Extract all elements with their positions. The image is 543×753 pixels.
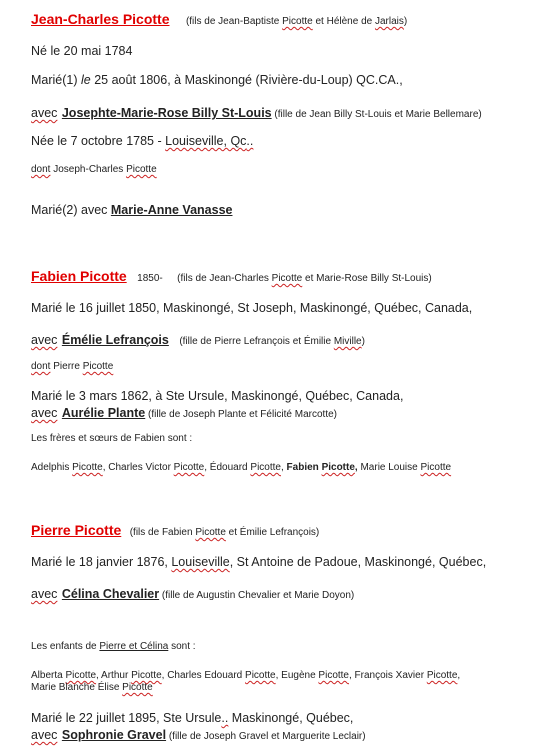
- marriage-line-2: Marié(2) avec Marie-Anne Vanasse: [31, 203, 233, 217]
- siblings-heading: Les frères et sœurs de Fabien sont :: [31, 433, 193, 444]
- spouse-line-1: avec Célina Chevalier (fille de Augustin Chevalier et Marie Doyon): [31, 587, 355, 601]
- spouse-name: Josephte-Marie-Rose Billy St-Louis: [61, 106, 272, 120]
- child-line: dont Pierre Picotte: [31, 361, 114, 372]
- person-header-fabien: [31, 268, 432, 286]
- child-line: dont Joseph-Charles Picotte: [31, 164, 157, 175]
- parents-text: (fils de Jean-Charles Picotte et Marie-Rose Billy St-Louis): [177, 273, 432, 284]
- spouse-line-2: avec Sophronie Gravel (fille de Joseph Gravel et Marguerite Leclair): [31, 728, 366, 742]
- spouse-name: Émélie Lefrançois: [61, 333, 169, 347]
- marriage-line-2: Marié le 22 juillet 1895, Ste Ursule.. Maskinongé, Québec,: [31, 711, 354, 725]
- spouse-line-1: avec Émélie Lefrançois (fille de Pierre Lefrançois et Émilie Miville): [31, 333, 365, 347]
- spouse-name: Sophronie Gravel: [61, 728, 167, 742]
- spouse-line-1: avec Josephte-Marie-Rose Billy St-Louis (fille de Jean Billy St-Louis et Marie Bellemare): [31, 106, 482, 120]
- marriage-line-1: Marié le 18 janvier 1876, Louiseville, St Antoine de Padoue, Maskinongé, Québec,: [31, 555, 487, 569]
- person-name: Fabien Picotte: [31, 268, 127, 284]
- siblings-list: Adelphis Picotte, Charles Victor Picotte, Édouard Picotte, Fabien Picotte, Marie Louise Picotte: [31, 462, 452, 473]
- spouse-name: Célina Chevalier: [61, 587, 160, 601]
- birth-line: Né le 20 mai 1784: [31, 44, 133, 58]
- marriage-line-2: Marié le 3 mars 1862, à Ste Ursule, Maskinongé, Québec, Canada,: [31, 389, 404, 403]
- spouse-name: Aurélie Plante: [61, 406, 146, 420]
- spouse-line-2: avec Aurélie Plante (fille de Joseph Plante et Félicité Marcotte): [31, 406, 337, 420]
- children-list-line-2: Marie Blanche Élise Picotte: [31, 682, 153, 693]
- marriage-line-1: Marié(1) le 25 août 1806, à Maskinongé (Rivière-du-Loup) QC.CA.,: [31, 73, 403, 87]
- years-text: 1850-: [137, 273, 163, 284]
- children-heading: Les enfants de Pierre et Célina sont :: [31, 641, 196, 652]
- person-name: Jean-Charles Picotte: [31, 11, 170, 27]
- parents-text: (fils de Fabien Picotte et Émilie Lefrançois): [129, 527, 320, 538]
- parents-text: (fils de Jean-Baptiste Picotte et Hélène de Jarlais): [185, 16, 408, 27]
- marriage-line-1: Marié le 16 juillet 1850, Maskinongé, St Joseph, Maskinongé, Québec, Canada,: [31, 301, 473, 315]
- children-list-line-1: Alberta Picotte, Arthur Picotte, Charles Edouard Picotte, Eugène Picotte, François Xavier Picotte,: [31, 670, 461, 681]
- spouse-name: Marie-Anne Vanasse: [110, 203, 233, 217]
- person-header-pierre: [31, 522, 319, 540]
- spouse-birth-line: Née le 7 octobre 1785 - Louiseville, Qc..: [31, 134, 254, 148]
- person-header-jean-charles: [31, 11, 407, 29]
- person-name: Pierre Picotte: [31, 522, 122, 538]
